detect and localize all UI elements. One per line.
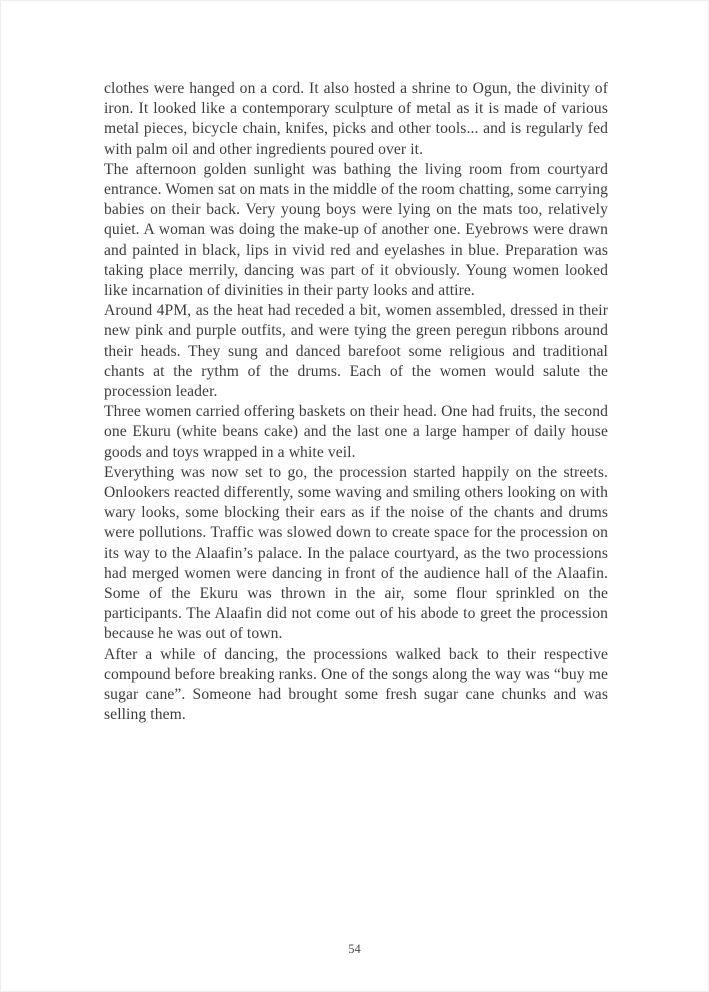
page-text	[104, 79, 608, 726]
paragraph: After a while of dancing, the processions walked back to their respective compound before breaking ranks. One of the songs along the way was “buy me sugar cane”. Someone had brought some fresh sugar cane chunks and was selling them.	[104, 645, 608, 724]
paragraph: clothes were hanged on a cord. It also hosted a shrine to Ogun, the divinity of iron. It looked like a contemporary sculpture of metal as it is made of various metal pieces, bicycle chain, knifes, picks and other tools... and is regularly fed with palm oil and other ingredients poured over it.	[104, 80, 608, 158]
paragraph: Everything was now set to go, the procession started happily on the streets. Onlookers reacted differently, some waving and smiling others looking on with wary looks, some blocking their ears as if the noise of the chants and drums were pollutions. Traffic was slowed down to create space for the procession on its way to the Alaafin’s palace. In the palace courtyard, as the two processions had merged women were dancing in front of the audience hall of the Alaafin. Some of the Ekuru was thrown in the air, some flour sprinkled on the participants. The Alaafin did not come out of his abode to greet the procession because he was out of town.	[104, 463, 608, 643]
paragraph: Around 4PM, as the heat had receded a bit, women assembled, dressed in their new pink and purple outfits, and were tying the green peregun ribbons around their heads. They sung and danced barefoot some religious and traditional chants at the rythm of the drums. Each of the women would salute the procession leader.	[104, 302, 608, 401]
paragraph: Three women carried offering baskets on their head. One had fruits, the second one Ekuru (white beans cake) and the last one a large hamper of daily house goods and toys wrapped in a white veil.	[104, 403, 608, 461]
page-number: 54	[348, 942, 361, 956]
paragraph: The afternoon golden sunlight was bathing the living room from courtyard entrance. Women sat on mats in the middle of the room chatting, some carrying babies on their back. Very young boys were lying on the mats too, relatively quiet. A woman was doing the make-up of another one. Eyebrows were drawn and painted in black, lips in vivid red and eyelashes in blue. Preparation was taking place merrily, dancing was part of it obviously. Young women looked like incarnation of divinities in their party looks and attire.	[104, 160, 608, 300]
